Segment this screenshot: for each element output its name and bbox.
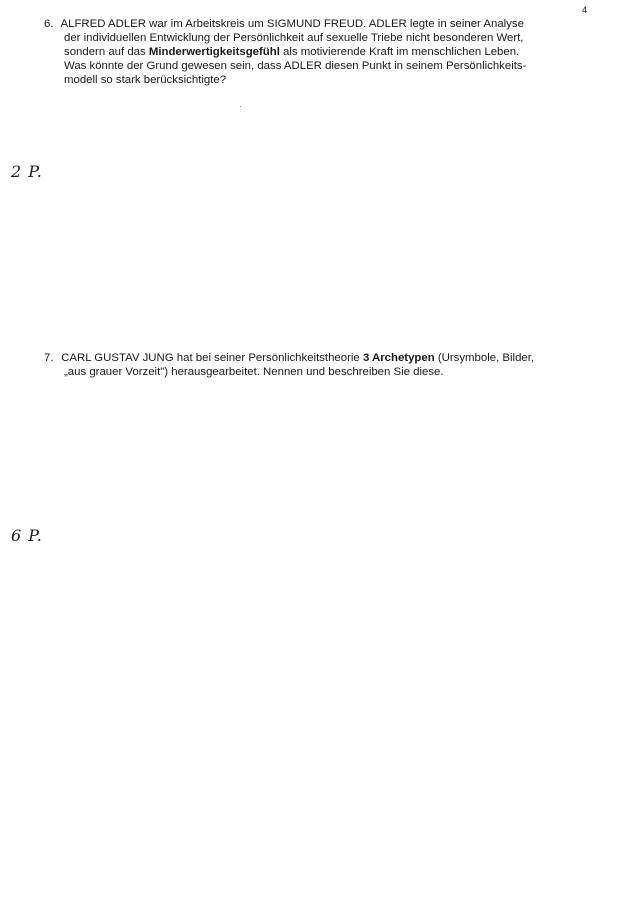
question-6-line-4: Was könnte der Grund gewesen sein, dass ADLER diesen Punkt in seinem Persönlichkeits- <box>64 60 527 72</box>
question-6-line-2: der individuellen Entwicklung der Persönlichkeit auf sexuelle Triebe nicht besonderen Wert, <box>64 32 524 44</box>
question-6-line-1 <box>44 17 526 31</box>
question-7-number: 7. <box>44 352 54 364</box>
question-6-number: 6. <box>44 18 54 30</box>
question-6-text-1: ALFRED ADLER war im Arbeitskreis um SIGMUND FREUD. ADLER legte in seiner Analyse <box>60 18 524 30</box>
question-6-text-3b: als motivierende Kraft im menschlichen Leben. <box>279 46 520 58</box>
question-7-line-1 <box>44 351 534 365</box>
points-question-7: 6 P. <box>11 526 43 545</box>
question-6-line-3 <box>44 45 526 59</box>
question-6-keyword: Minderwertigkeitsgefühl <box>148 46 280 58</box>
question-7 <box>44 351 534 379</box>
question-7-text-1a: CARL GUSTAV JUNG hat bei seiner Persönlichkeitstheorie <box>61 352 363 364</box>
question-6-line-5: modell so stark berücksichtigte? <box>64 74 227 86</box>
question-6-text-3a: sondern auf das <box>64 46 149 58</box>
question-7-text-1b: (Ursymbole, Bilder, <box>434 352 535 364</box>
points-question-6: 2 P. <box>11 162 43 181</box>
page-number: 4 <box>582 5 588 15</box>
scan-speck <box>240 106 241 107</box>
question-7-keyword: 3 Archetypen <box>362 352 435 364</box>
question-7-line-2: „aus grauer Vorzeit") herausgearbeitet. Nennen und beschreiben Sie diese. <box>64 366 444 378</box>
question-6 <box>44 17 526 87</box>
